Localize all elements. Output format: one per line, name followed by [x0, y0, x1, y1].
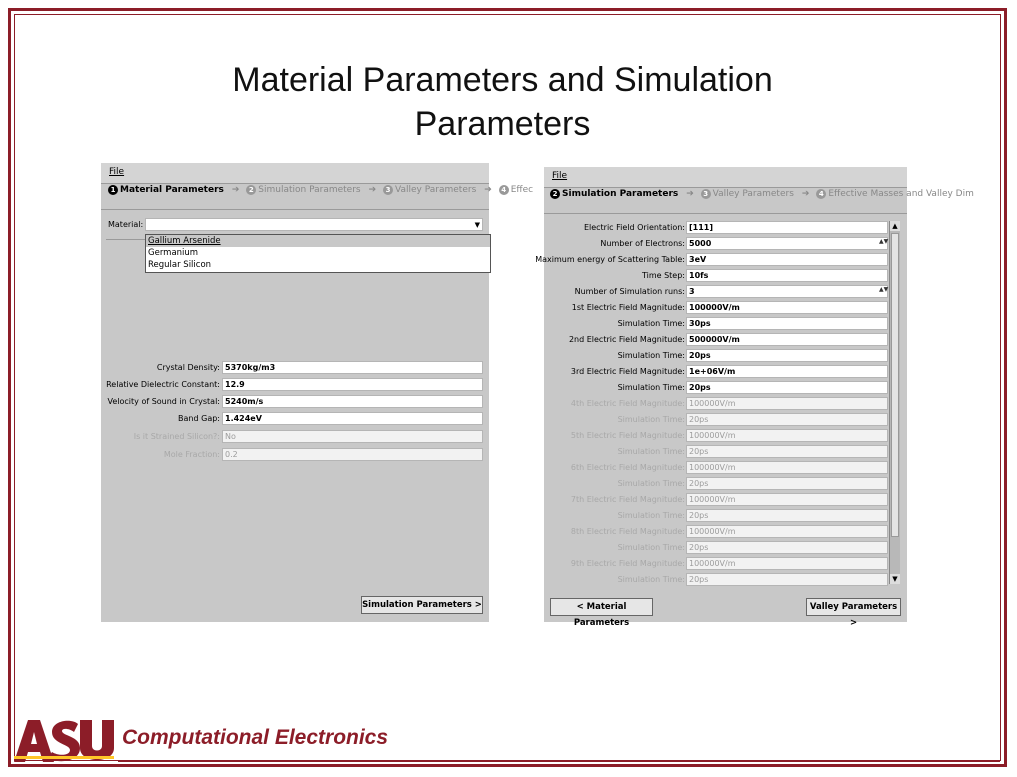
simulation-field-row [544, 333, 889, 347]
simulation-field-row [544, 221, 889, 235]
mole-fraction-field: 0.2 [222, 448, 483, 461]
menu-bar [544, 167, 907, 188]
field-label: 4th Electric Field Magnitude: [570, 399, 685, 408]
field-label: 3rd Electric Field Magnitude: [570, 367, 685, 376]
field-label: Simulation Time: [617, 479, 685, 488]
field-input: 20ps [686, 541, 888, 554]
step-simulation-parameters[interactable] [550, 189, 678, 199]
simulation-field-row [544, 381, 889, 395]
wizard-steps [108, 185, 534, 205]
arrow-right-icon: ➔ [686, 189, 694, 199]
field-input: 100000V/m [686, 461, 888, 474]
scroll-up-icon[interactable]: ▲ [890, 221, 900, 231]
step-label: Material Parameters [120, 185, 224, 195]
field-label: Crystal Density: [156, 363, 220, 372]
strained-silicon-row [101, 430, 483, 444]
field-input[interactable]: 20ps [686, 381, 888, 394]
simulation-field-row [544, 237, 889, 251]
field-input[interactable]: 500000V/m [686, 333, 888, 346]
field-input: 100000V/m [686, 493, 888, 506]
wizard-steps [550, 189, 974, 209]
separator [544, 213, 907, 214]
field-label: Time Step: [641, 271, 685, 280]
field-label: Number of Electrons: [600, 239, 685, 248]
slide-title-line2: Parameters [414, 105, 591, 143]
step-simulation-parameters[interactable] [246, 185, 360, 195]
field-label: 1st Electric Field Magnitude: [571, 303, 685, 312]
simulation-parameters-button[interactable]: Simulation Parameters > [361, 596, 483, 614]
field-input: 20ps [686, 413, 888, 426]
simulation-parameters-window [535, 167, 974, 628]
material-label: Material: [108, 220, 144, 229]
valley-parameters-button[interactable]: Valley Parameters > [806, 598, 901, 616]
simulation-field-row [544, 429, 889, 443]
material-option[interactable]: Germanium [148, 248, 199, 258]
field-input[interactable]: 10fs [686, 269, 888, 282]
simulation-field-row [544, 317, 889, 331]
simulation-field-row [544, 541, 889, 555]
step-number-icon: 4 [499, 185, 509, 195]
step-effective-masses[interactable] [816, 189, 974, 199]
simulation-field-row [544, 557, 889, 571]
step-effective-masses[interactable] [499, 185, 533, 195]
arrow-right-icon: ➔ [231, 185, 240, 195]
menu-file[interactable]: File [109, 167, 125, 177]
material-select[interactable] [145, 218, 483, 231]
mole-fraction-row [101, 448, 483, 462]
field-input[interactable]: 5000 ▲▼ [686, 237, 888, 250]
field-label: Electric Field Orientation: [583, 223, 685, 232]
simulation-field-row [544, 301, 889, 315]
simulation-field-row [544, 413, 889, 427]
step-number-icon: 1 [108, 185, 118, 195]
field-label: 5th Electric Field Magnitude: [570, 431, 685, 440]
menu-file[interactable]: File [552, 171, 568, 181]
field-label: Relative Dielectric Constant: [106, 380, 220, 389]
simulation-field-row [544, 285, 889, 299]
strained-silicon-field: No [222, 430, 483, 443]
step-label: Simulation Parameters [562, 189, 679, 199]
step-number-icon: 3 [701, 189, 711, 199]
field-input[interactable]: 30ps [686, 317, 888, 330]
field-label: Simulation Time: [617, 511, 685, 520]
crystal-density-row [101, 361, 483, 375]
sound-velocity-row [101, 395, 483, 409]
slide-title-line1: Material Parameters and Simulation [232, 61, 773, 99]
field-input: 100000V/m [686, 525, 888, 538]
simulation-fields-list [535, 221, 889, 584]
material-dropdown-list [145, 234, 491, 273]
band-gap-row [101, 412, 483, 426]
field-label: Band Gap: [178, 414, 220, 423]
field-input[interactable]: 1e+06V/m [686, 365, 888, 378]
simulation-field-row [544, 525, 889, 539]
separator [106, 239, 146, 240]
simulation-field-row [544, 365, 889, 379]
field-label: Velocity of Sound in Crystal: [107, 397, 220, 406]
separator [101, 209, 489, 210]
spinner-icon[interactable]: ▲▼ [879, 238, 889, 245]
field-label: Maximum energy of Scattering Table: [535, 255, 685, 264]
field-label: Is it Strained Silicon?: [133, 432, 220, 441]
arrow-right-icon: ➔ [484, 185, 492, 195]
field-input: 100000V/m [686, 557, 888, 570]
field-label: 8th Electric Field Magnitude: [570, 527, 685, 536]
step-valley-parameters[interactable] [383, 185, 476, 195]
step-label: Valley Parameters [395, 185, 477, 195]
simulation-field-row [544, 461, 889, 475]
field-label: Simulation Time: [617, 575, 685, 584]
field-input: 20ps [686, 573, 888, 586]
simulation-field-row [544, 493, 889, 507]
field-input[interactable]: 100000V/m [686, 301, 888, 314]
field-label: Simulation Time: [617, 447, 685, 456]
field-label: Number of Simulation runs: [574, 287, 685, 296]
simulation-field-row [544, 397, 889, 411]
field-label: Simulation Time: [617, 383, 685, 392]
field-label: 2nd Electric Field Magnitude: [568, 335, 685, 344]
material-row [101, 218, 489, 232]
spinner-icon[interactable]: ▲▼ [879, 286, 889, 293]
arrow-right-icon: ➔ [368, 185, 377, 195]
field-label: 7th Electric Field Magnitude: [570, 495, 685, 504]
step-label: Valley Parameters [712, 189, 794, 199]
dielectric-constant-field[interactable]: 12.9 [222, 378, 483, 391]
step-valley-parameters[interactable] [701, 189, 794, 199]
step-label: Effective Masses and Valley Dim [828, 189, 974, 199]
step-number-icon: 4 [816, 189, 826, 199]
field-input: 100000V/m [686, 397, 888, 410]
simulation-field-row [544, 573, 889, 587]
step-number-icon: 2 [246, 185, 256, 195]
field-label: 6th Electric Field Magnitude: [570, 463, 685, 472]
field-input[interactable]: 3eV [686, 253, 888, 266]
step-label: Simulation Parameters [258, 185, 361, 195]
footer-title: Computational Electronics [122, 726, 389, 749]
field-label: Simulation Time: [617, 543, 685, 552]
field-label: Simulation Time: [617, 415, 685, 424]
arrow-right-icon: ➔ [801, 189, 810, 199]
step-number-icon: 2 [550, 189, 560, 199]
simulation-field-row [544, 445, 889, 459]
field-input[interactable]: 3 ▲▼ [686, 285, 888, 298]
field-input: 20ps [686, 509, 888, 522]
field-input[interactable]: [111] [686, 221, 888, 234]
field-input: 20ps [686, 477, 888, 490]
asu-logo [14, 716, 114, 771]
chevron-down-icon: ▼ [474, 221, 480, 229]
step-material-parameters[interactable] [108, 185, 224, 195]
band-gap-field[interactable]: 1.424eV [222, 412, 483, 425]
footer-line [118, 760, 1000, 762]
slide-title [150, 58, 855, 146]
field-label: Simulation Time: [617, 351, 685, 360]
scroll-down-icon[interactable]: ▼ [890, 574, 900, 584]
step-label: Effec [510, 185, 534, 195]
step-number-icon: 3 [383, 185, 393, 195]
simulation-field-row [544, 477, 889, 491]
vertical-scrollbar[interactable] [889, 221, 900, 584]
material-option[interactable]: Regular Silicon [148, 260, 212, 270]
simulation-field-row [544, 269, 889, 283]
material-option[interactable]: Gallium Arsenide [146, 235, 490, 247]
scroll-thumb[interactable] [891, 233, 899, 537]
menu-bar [101, 163, 489, 184]
crystal-density-field[interactable]: 5370kg/m3 [222, 361, 483, 374]
simulation-field-row [544, 349, 889, 363]
field-label: Mole Fraction: [163, 450, 220, 459]
dielectric-constant-row [101, 378, 483, 392]
field-label: Simulation Time: [617, 319, 685, 328]
simulation-field-row [544, 509, 889, 523]
field-input: 20ps [686, 445, 888, 458]
field-input[interactable]: 20ps [686, 349, 888, 362]
simulation-field-row [535, 253, 889, 267]
field-input: 100000V/m [686, 429, 888, 442]
material-parameters-back-button[interactable]: < Material Parameters [550, 598, 653, 616]
field-label: 9th Electric Field Magnitude: [570, 559, 685, 568]
material-parameters-window [101, 163, 534, 622]
sound-velocity-field[interactable]: 5240m/s [222, 395, 483, 408]
